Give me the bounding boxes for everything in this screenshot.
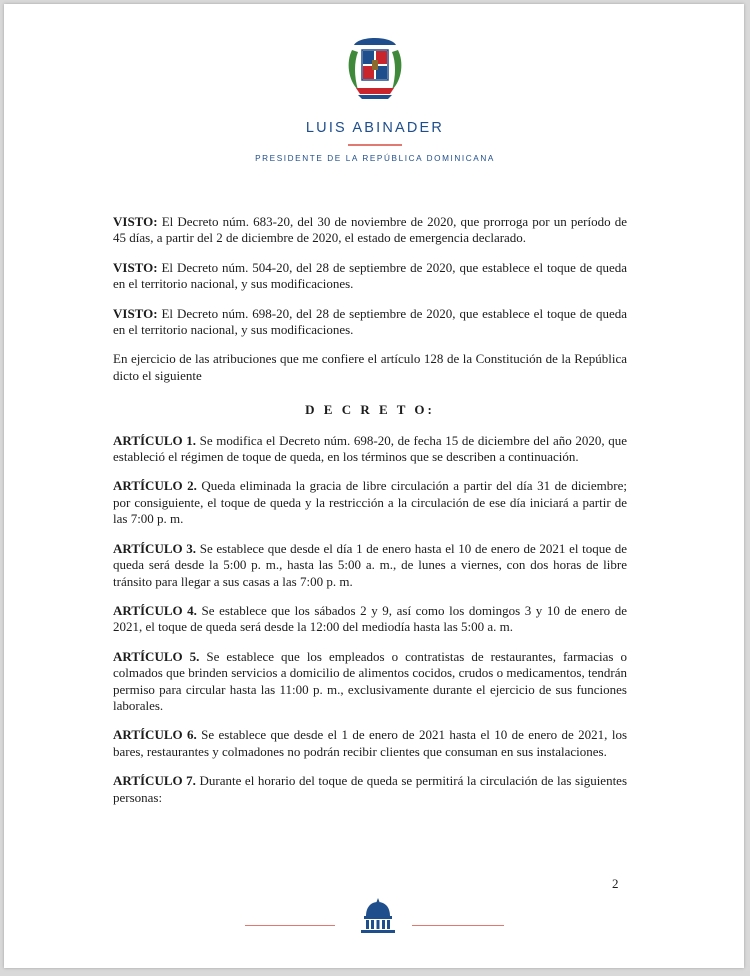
preamble-paragraph: En ejercicio de las atribuciones que me confiere el artículo 128 de la Constitución de la República dicto el siguiente — [113, 351, 627, 383]
footer-rule-left — [245, 925, 335, 926]
article-paragraph: ARTÍCULO 2. Queda eliminada la gracia de libre circulación a partir del día 31 de diciembre; por consiguiente, el toque de queda y la restricción a la circulación de ese día iniciará a partir de las 7:00 p. m. — [113, 478, 627, 527]
article-paragraph: ARTÍCULO 7. Durante el horario del toque de queda se permitirá la circulación de las siguientes personas: — [113, 773, 628, 805]
article-paragraph: ARTÍCULO 1. Se modifica el Decreto núm. 698-20, de fecha 15 de diciembre del año 2020, que estableció el régimen de toque de queda, en los términos que se describen a continuación. — [113, 432, 627, 465]
considerando-paragraph: VISTO: El Decreto núm. 698-20, del 28 de septiembre de 2020, que establece el toque de queda en el territorio nacional, y sus modificaciones. — [113, 305, 627, 338]
president-name: LUIS ABINADER — [305, 120, 445, 136]
president-title: PRESIDENTE DE LA REPÚBLICA DOMINICANA — [255, 154, 495, 163]
coat-of-arms-icon — [344, 36, 406, 102]
article-paragraph: ARTÍCULO 3. Se establece que desde el día 1 de enero hasta el 10 de enero de 2021 el toque de queda será desde la 5:00 p. m., hasta las 5:00 a. m., de lunes a viernes, con dos horas de libre tránsito para llegar a sus casas a las 7:00 p. m. — [113, 540, 627, 589]
article-paragraph: ARTÍCULO 6. Se establece que desde el 1 de enero de 2021 hasta el 10 de enero de 2021, los bares, restaurantes y colmadones no podrán recibir clientes que consuman en sus instalaciones. — [113, 727, 627, 759]
decree-body — [113, 214, 627, 819]
decreto-heading: D E C R E T O: — [305, 402, 435, 418]
page-number: 2 — [612, 876, 619, 891]
considerando-paragraph: VISTO: El Decreto núm. 683-20, del 30 de noviembre de 2020, que prorroga por un período de 45 días, a partir del 2 de diciembre de 2020, el estado de emergencia declarado. — [113, 214, 627, 246]
considerando-paragraph: VISTO: El Decreto núm. 504-20, del 28 de septiembre de 2020, que establece el toque de queda en el territorio nacional, y sus modificaciones. — [113, 259, 627, 292]
dome-icon — [358, 896, 398, 934]
name-underline — [348, 144, 402, 146]
footer-rule-right — [412, 925, 504, 926]
article-paragraph: ARTÍCULO 5. Se establece que los empleados o contratistas de restaurantes, farmacias o colmados que brinden servicios a domicilio de alimentos cocidos, crudos o medicamentos, tendrán permiso para circular hasta las 11:00 p. m., exclusivamente durante el ejercicio de sus funciones laborales. — [113, 648, 627, 713]
article-paragraph: ARTÍCULO 4. Se establece que los sábados 2 y 9, así como los domingos 3 y 10 de enero de 2021, el toque de queda será desde la 12:00 del mediodía hasta las 5:00 a. m. — [113, 602, 627, 635]
